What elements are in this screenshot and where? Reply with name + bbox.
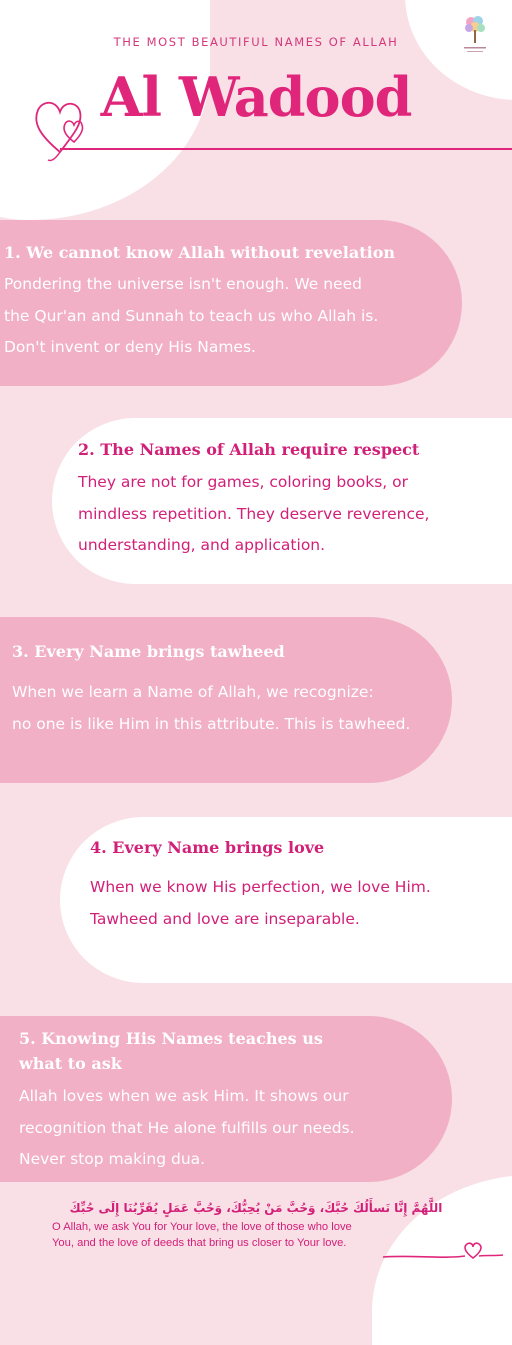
heart-swirl-icon <box>383 1240 503 1262</box>
point-heading-1: 1. We cannot know Allah without revelation <box>4 243 396 262</box>
double-heart-icon <box>30 92 92 162</box>
point-heading-3: 3. Every Name brings tawheed <box>12 642 285 661</box>
point-card-1 <box>0 220 462 386</box>
point-body-1: Pondering the universe isn't enough. We need the Qur'an and Sunnah to teach us who Allah is. Don't invent or deny His Names. <box>4 275 379 356</box>
page-kicker: THE MOST BEAUTIFUL NAMES OF ALLAH <box>113 35 399 49</box>
page-title: Al Wadood <box>100 65 412 129</box>
point-heading-5: 5. Knowing His Names teaches us what to ask <box>19 1029 323 1073</box>
point-card-3 <box>0 617 452 783</box>
point-body-4: When we know His perfection, we love Him. Tawheed and love are inseparable. <box>90 878 431 928</box>
dua-english: O Allah, we ask You for Your love, the love of those who love You, and the love of deeds that bring us closer to Your love. <box>52 1221 352 1249</box>
title-underline <box>60 148 512 151</box>
point-body-5: Allah loves when we ask Him. It shows our recognition that He alone fulfills our needs. Never stop making dua. <box>19 1087 355 1168</box>
point-card-5 <box>0 1016 452 1182</box>
point-heading-4: 4. Every Name brings love <box>90 838 325 857</box>
point-card-2 <box>52 418 512 584</box>
dua-arabic: اللَّهُمَّ إِنَّا نَسأَلُكَ حُبَّكَ، وَحُبَّ مَنْ يُحِبُّكَ، وَحُبَّ عَمَلٍ يُقَرِّبُنَا إِلَى حُبِّكَ <box>69 1201 443 1215</box>
point-body-2: They are not for games, coloring books, or mindless repetition. They deserve reverence, understanding, and application. <box>78 473 430 554</box>
point-card-4 <box>60 817 512 983</box>
point-body-3: When we learn a Name of Allah, we recognize: no one is like Him in this attribute. This is tawheed. <box>12 683 411 733</box>
point-heading-2: 2. The Names of Allah require respect <box>78 440 420 459</box>
